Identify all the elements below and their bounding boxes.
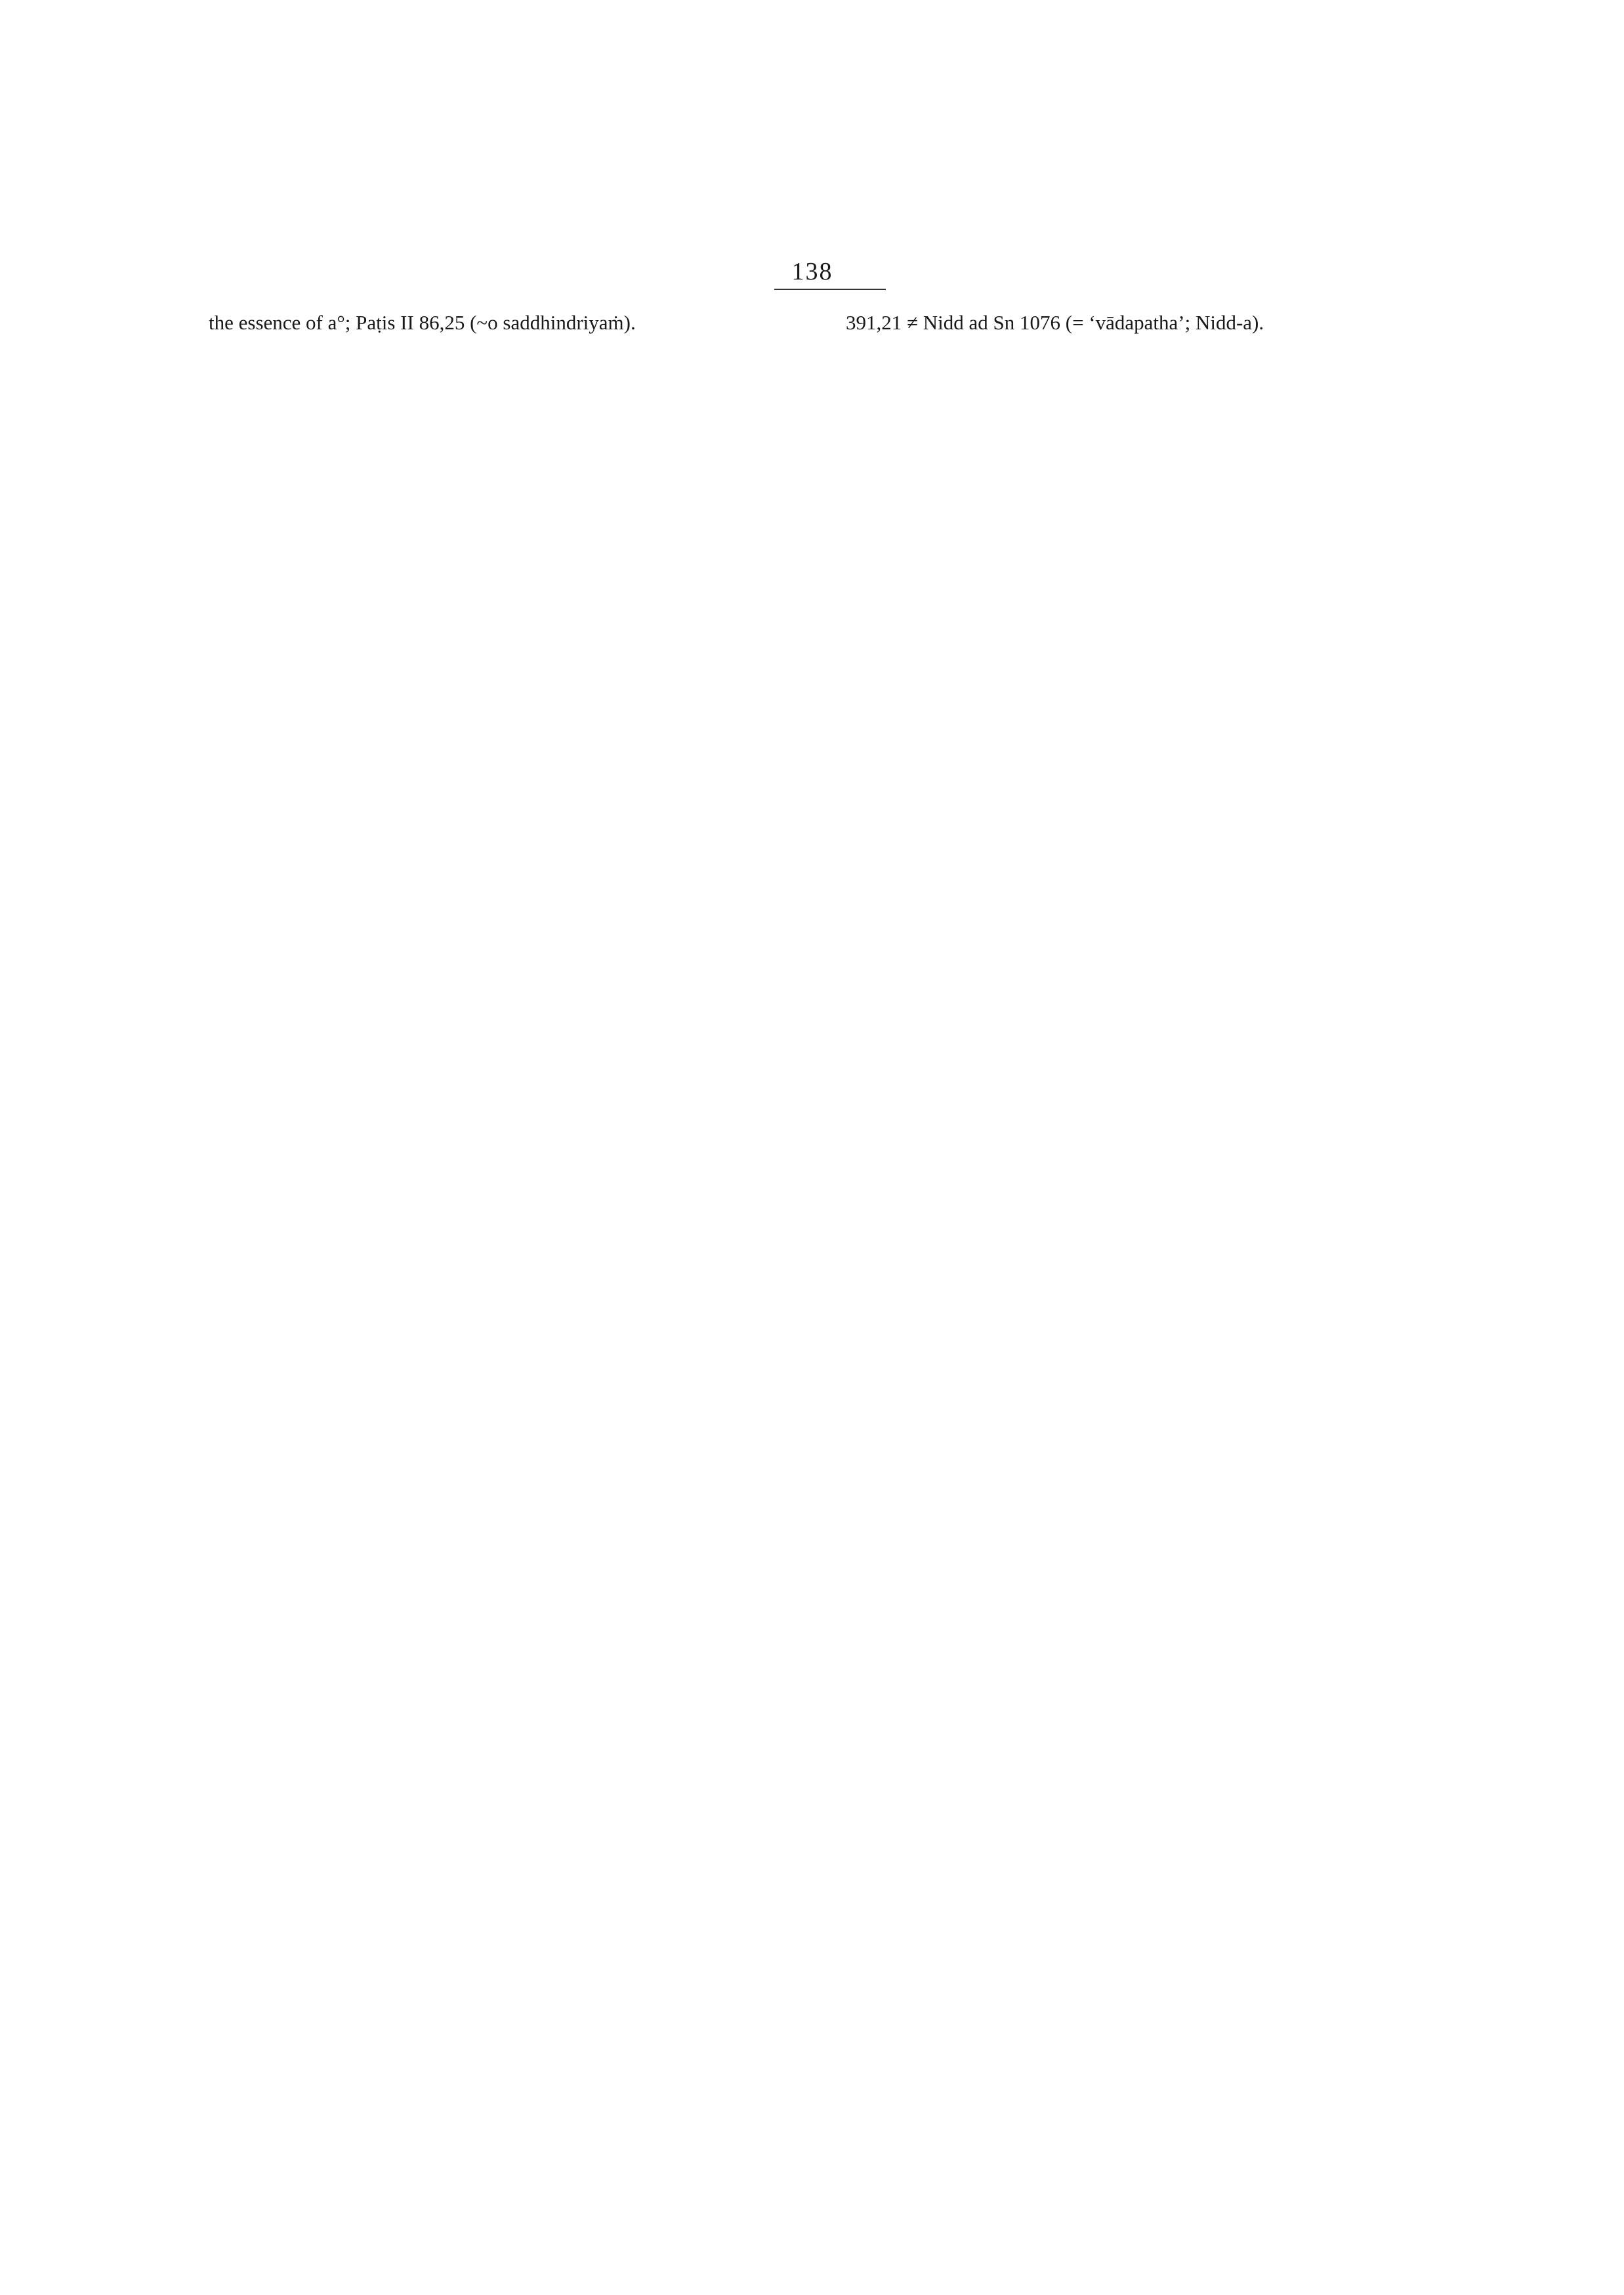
- left-column: [209, 308, 799, 338]
- header-rule: [774, 289, 886, 290]
- right-column: [846, 308, 1436, 338]
- right-column-excerpt: 391,21 ≠ Nidd ad Sn 1076 (= ‘vādapatha’; Nidd-a).: [846, 311, 1264, 334]
- left-column-excerpt: the essence of a°; Paṭis II 86,25 (~o saddhindriyaṁ).: [209, 311, 636, 334]
- page-number: 138: [791, 258, 833, 285]
